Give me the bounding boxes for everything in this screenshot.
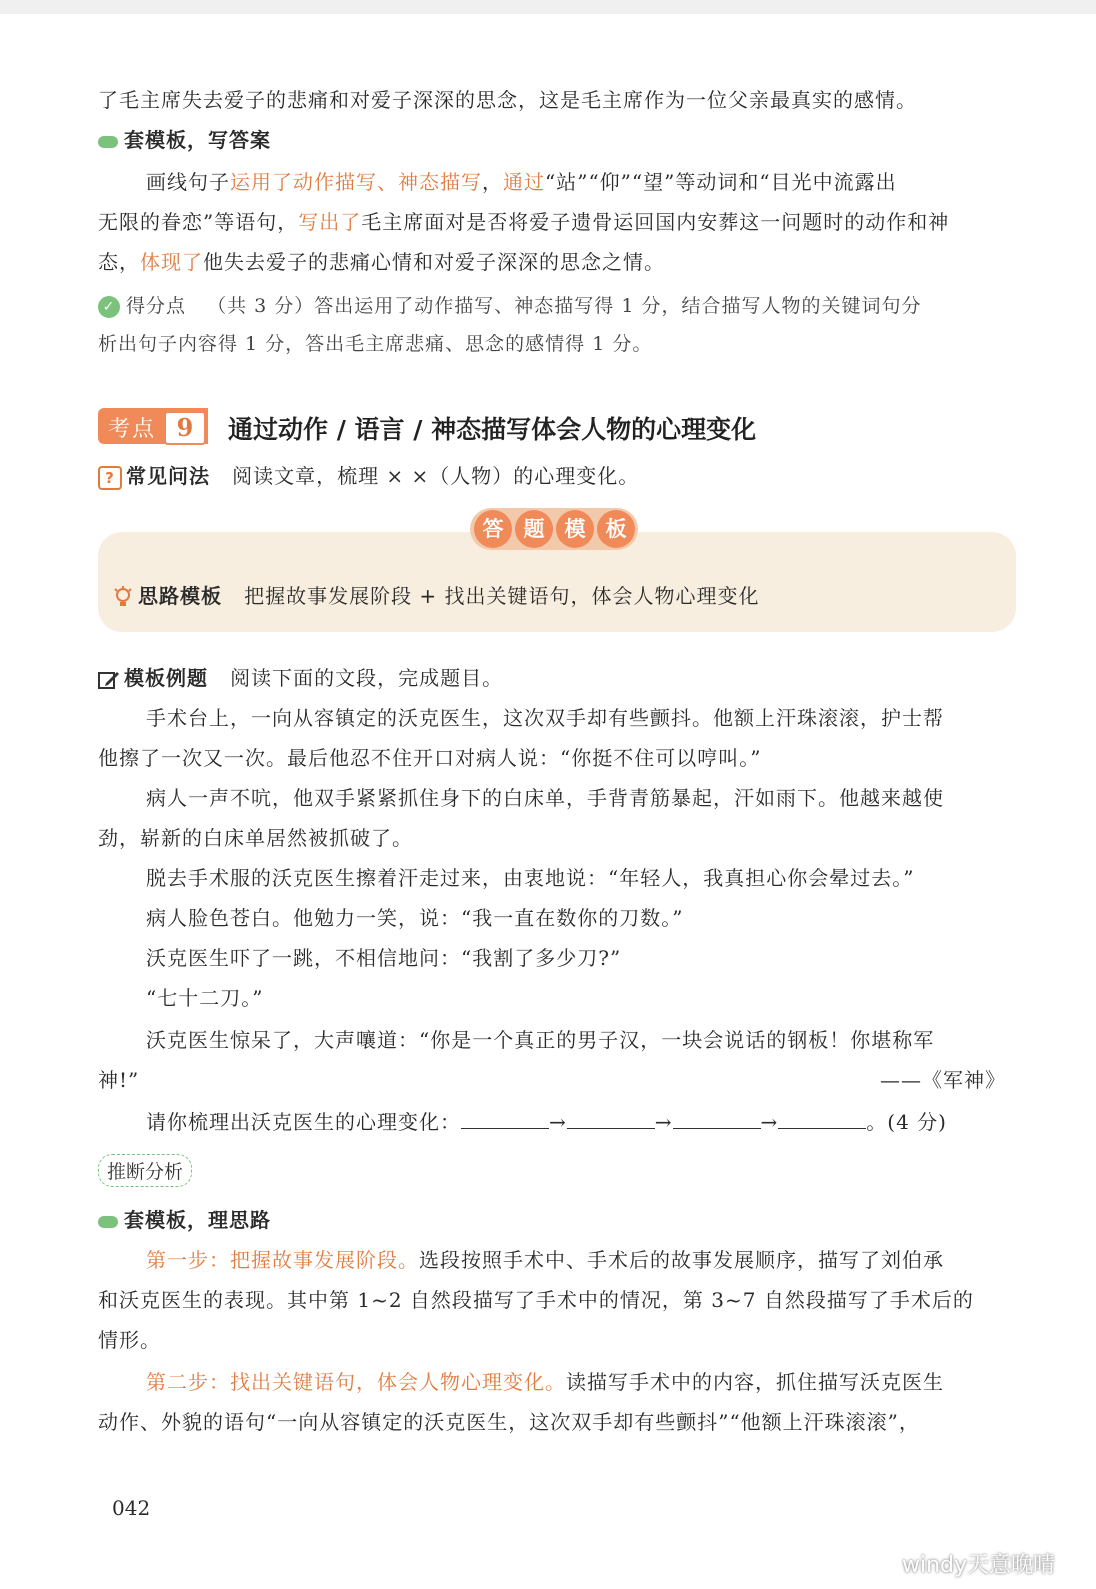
answer-text: 画线句子 [146, 170, 230, 194]
passage-source: ——《军神》 [880, 1068, 1006, 1092]
step-label: 第一步：把握故事发展阶段。 [146, 1248, 419, 1272]
analysis-tag: 推断分析 [98, 1154, 192, 1187]
passage-line: 神!” [98, 1068, 140, 1092]
section-title: 通过动作 / 语言 / 神态描写体会人物的心理变化 [228, 415, 757, 444]
question-score: 。(4 分) [866, 1110, 947, 1134]
passage-line: 沃克医生吓了一跳，不相信地问：“我割了多少刀?” [146, 946, 622, 970]
leaf-bullet-icon [98, 136, 118, 148]
passage-line: 劲，崭新的白床单居然被抓破了。 [98, 826, 413, 850]
score-points [98, 294, 921, 318]
example-intro: 阅读下面的文段，完成题目。 [230, 666, 504, 690]
passage-line: 手术台上，一向从容镇定的沃克医生，这次双手却有些颤抖。他额上汗珠滚滚，护士帮 [146, 706, 944, 730]
sub-heading [98, 1208, 271, 1232]
passage-line: 他擦了一次又一次。最后他忍不住开口对病人说：“你挺不住可以哼叫。” [98, 746, 762, 770]
analysis-line: 和沃克医生的表现。其中第 1~2 自然段描写了手术中的情况，第 3~7 自然段描写了手术后的 [98, 1288, 974, 1312]
common-question-label: 常见问法 [126, 464, 210, 488]
answer-key-phrase: 运用了动作描写、神态描写 [230, 170, 482, 194]
pill: 板 [597, 510, 635, 548]
badge-number: 9 [164, 411, 206, 445]
answer-blank[interactable] [778, 1112, 866, 1129]
example-header [98, 666, 503, 690]
score-label: 得分点 [126, 295, 187, 317]
template-pills [474, 510, 634, 550]
step-text: 读描写手术中的内容，抓住描写沃克医生 [566, 1370, 944, 1394]
edit-icon [98, 670, 120, 690]
sub-heading-label: 套模板，写答案 [124, 128, 271, 152]
sub-heading [98, 128, 271, 152]
passage-line: 沃克医生惊呆了，大声嚷道：“你是一个真正的男子汉，一块会说话的钢板！你堪称军 [146, 1028, 935, 1052]
example-label: 模板例题 [124, 666, 208, 690]
top-band [0, 0, 1096, 14]
thinking-template [114, 584, 760, 610]
answer-line [146, 170, 897, 194]
question-prompt: 请你梳理出沃克医生的心理变化： [146, 1110, 461, 1134]
step-text: 选段按照手术中、手术后的故事发展顺序，描写了刘伯承 [419, 1248, 944, 1272]
example-question [146, 1110, 947, 1134]
answer-blank[interactable] [567, 1112, 655, 1129]
lightbulb-icon [114, 586, 132, 610]
score-text: （共 3 分）答出运用了动作描写、神态描写得 1 分，结合描写人物的关键词句分 [207, 295, 922, 317]
common-question-text: 阅读文章，梳理 × ×（人物）的心理变化。 [232, 464, 640, 488]
answer-text: 态， [98, 250, 140, 274]
answer-key-phrase: 通过 [503, 170, 545, 194]
answer-text: 无限的眷恋”等语句， [98, 210, 299, 234]
passage-line: 脱去手术服的沃克医生擦着汗走过来，由衷地说：“年轻人，我真担心你会晕过去。” [146, 866, 915, 890]
analysis-line: 情形。 [98, 1328, 161, 1352]
analysis-line [146, 1248, 944, 1272]
passage-line: 病人脸色苍白。他勉力一笑，说：“我一直在数你的刀数。” [146, 906, 684, 930]
sub-heading-label: 套模板，理思路 [124, 1208, 271, 1232]
pill: 答 [474, 510, 512, 548]
question-icon: ? [98, 466, 122, 490]
pill: 题 [515, 510, 553, 548]
answer-line [98, 250, 665, 274]
leaf-bullet-icon [98, 1216, 118, 1228]
analysis-line: 动作、外貌的语句“一向从容镇定的沃克医生，这次双手却有些颤抖”“他额上汗珠滚滚”， [98, 1410, 920, 1434]
arrow: → [549, 1110, 567, 1134]
answer-text: ， [482, 170, 503, 194]
arrow: → [760, 1110, 779, 1134]
page-number: 042 [112, 1496, 151, 1520]
answer-text: 他失去爱子的悲痛心情和对爱子深深的思念之情。 [203, 250, 665, 274]
answer-text: 毛主席面对是否将爱子遗骨运回国内安葬这一问题时的动作和神 [361, 210, 950, 234]
text-line: 了毛主席失去爱子的悲痛和对爱子深深的思念，这是毛主席作为一位父亲最真实的感情。 [98, 88, 917, 112]
passage-line: 病人一声不吭，他双手紧紧抓住身下的白床单，手背青筋暴起，汗如雨下。他越来越使 [146, 786, 944, 810]
answer-text: “站”“仰”“望”等动词和“目光中流露出 [545, 170, 897, 194]
thinking-label: 思路模板 [138, 584, 222, 608]
analysis-line [146, 1370, 944, 1394]
answer-key-phrase: 体现了 [140, 250, 203, 274]
common-question [98, 464, 639, 490]
answer-line [98, 210, 949, 234]
answer-blank[interactable] [461, 1112, 549, 1129]
step-label: 第二步：找出关键语句，体会人物心理变化。 [146, 1370, 566, 1394]
pill: 模 [556, 510, 594, 548]
score-text: 析出句子内容得 1 分，答出毛主席悲痛、思念的感情得 1 分。 [98, 333, 653, 355]
arrow: → [654, 1110, 673, 1134]
watermark: windy天意晚晴 [902, 1553, 1056, 1578]
passage-line: “七十二刀。” [146, 986, 264, 1010]
answer-key-phrase: 写出了 [298, 210, 362, 234]
answer-blank[interactable] [673, 1112, 761, 1129]
thinking-text: 把握故事发展阶段 + 找出关键语句，体会人物心理变化 [244, 584, 760, 608]
check-icon: ✓ [98, 296, 120, 318]
section-badge [98, 408, 208, 444]
badge-text: 考点 [108, 417, 157, 442]
